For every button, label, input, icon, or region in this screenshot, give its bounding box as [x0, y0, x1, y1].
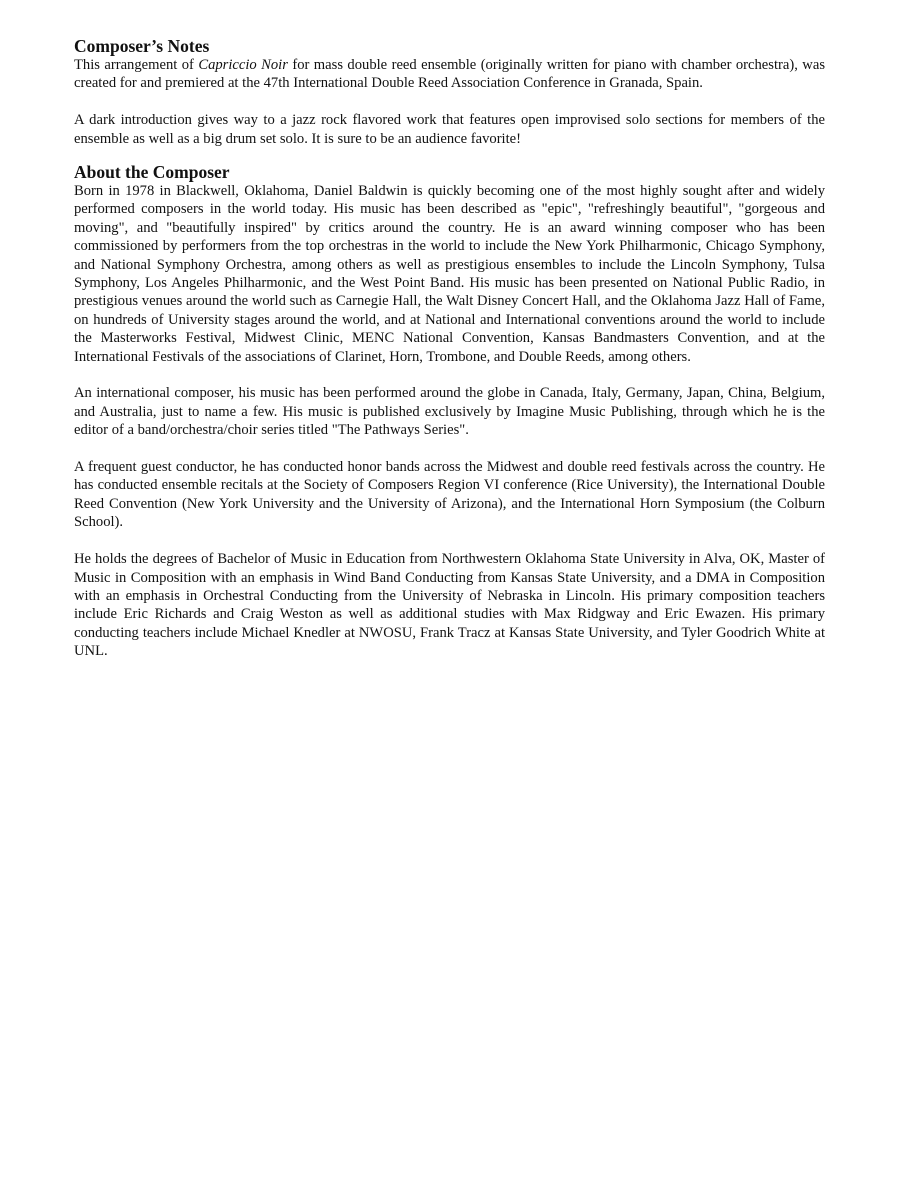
about-composer-paragraph-4: He holds the degrees of Bachelor of Music in Education from Northwestern Oklahoma State University in Alva, OK, Master of Music in Composition with an emphasis in Wind Band Conducting from Kansas State University, and a DMA in Composition with an emphasis in Orchestral Conducting from the University of Nebraska in Lincoln. His primary composition teachers include Eric Richards and Craig Weston as well as additional studies with Max Ridgway and Eric Ewazen. His primary conducting teachers include Michael Knedler at NWOSU, Frank Tracz at Kansas State University, and Tyler Goodrich White at UNL. [74, 551, 825, 660]
composers-notes-section [74, 36, 825, 148]
piece-title: Capriccio Noir [198, 57, 288, 73]
document-page [74, 36, 825, 661]
about-composer-section [74, 162, 825, 661]
composers-notes-heading: Composer’s Notes [74, 36, 210, 56]
about-composer-paragraph-2: An international composer, his music has been performed around the globe in Canada, Italy, Germany, Japan, China, Belgium, and Australia, just to name a few. His music is published exclusively by Imagine Music Publishing, through which he is the editor of a band/orchestra/choir series titled "The Pathways Series". [74, 385, 825, 439]
about-composer-heading: About the Composer [74, 162, 230, 183]
composers-notes-p1-after: for mass double reed ensemble (originally written for piano with chamber orchestra), was created for and premiered at the 47th International Double Reed Association Conference in Granada, Spain. [74, 57, 825, 92]
about-composer-paragraph-1: Born in 1978 in Blackwell, Oklahoma, Daniel Baldwin is quickly becoming one of the most highly sought after and widely performed composers in the world today. His music has been described as "epic", "refreshingly beautiful", "gorgeous and moving", and "beautifully inspired" by critics around the country. He is an award winning composer who has been commissioned by performers from the top orchestras in the world to include the New York Philharmonic, Chicago Symphony, and National Symphony Orchestra, among others as well as prestigious ensembles to include the Lincoln Symphony, Tulsa Symphony, Los Angeles Philharmonic, and the West Point Band. His music has been presented on National Public Radio, in prestigious venues around the world such as Carnegie Hall, the Walt Disney Concert Hall, and the Oklahoma Jazz Hall of Fame, on hundreds of University stages around the world, and at National and International conventions around the world to include the Masterworks Festival, Midwest Clinic, MENC National Convention, Kansas Bandmasters Convention, and at the International Festivals of the associations of Clarinet, Horn, Trombone, and Double Reeds, among others. [74, 183, 825, 365]
composers-notes-paragraph-2: A dark introduction gives way to a jazz rock flavored work that features open improvised solo sections for members of the ensemble as well as a big drum set solo. It is sure to be an audience favorite! [74, 112, 825, 147]
composers-notes-p1-before: This arrangement of [74, 57, 199, 73]
composers-notes-paragraph-1 [74, 56, 825, 93]
about-composer-paragraph-3: A frequent guest conductor, he has conducted honor bands across the Midwest and double reed festivals across the country. He has conducted ensemble recitals at the Society of Composers Region VI conference (Rice University), the International Double Reed Convention (New York University and the University of Arizona), and the International Horn Symposium (the Colburn School). [74, 459, 825, 531]
